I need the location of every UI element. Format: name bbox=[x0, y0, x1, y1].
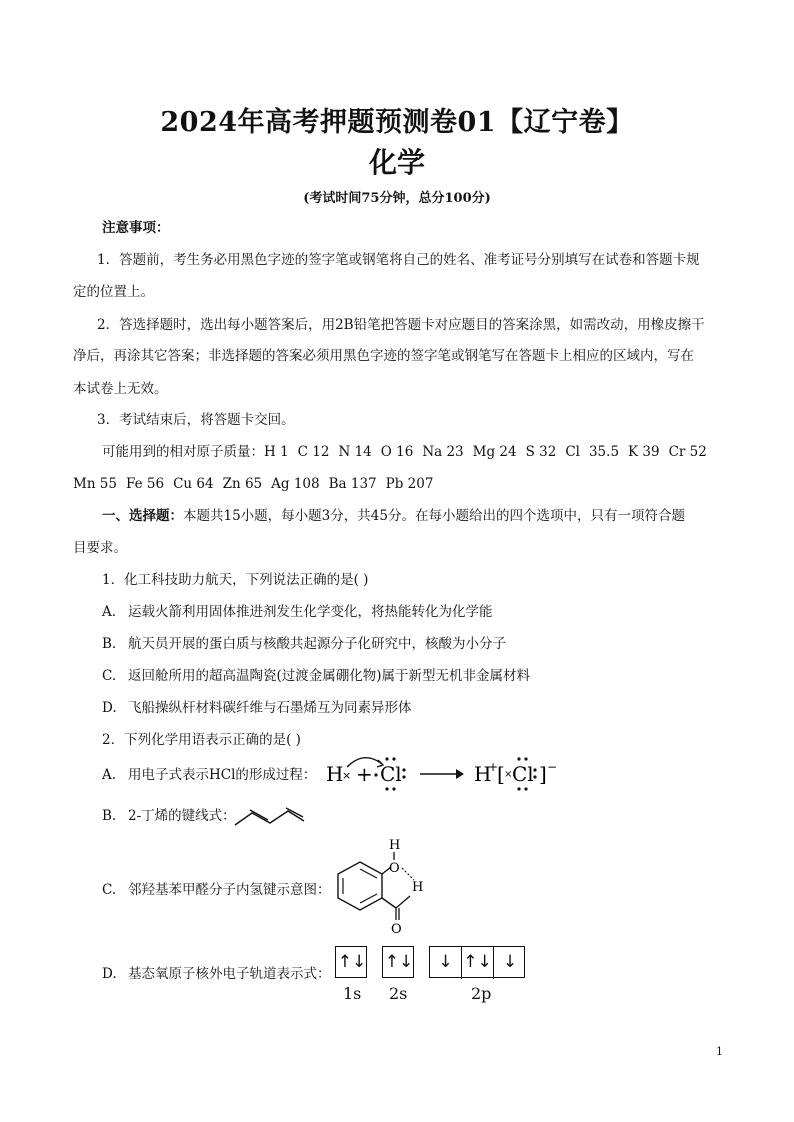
electron-cross-ion: × bbox=[504, 769, 513, 780]
orbital-box-2s bbox=[382, 946, 414, 978]
cl-ion: Cl bbox=[512, 762, 534, 786]
orbital-2p-electrons: ↓ bbox=[430, 947, 462, 979]
salicylaldehyde-hbond-diagram bbox=[326, 834, 438, 938]
option-label: C. bbox=[102, 882, 117, 898]
question-1-option-c bbox=[102, 668, 530, 684]
atomic-mass-item: K 39 bbox=[628, 444, 660, 460]
orbital-2s-electrons: ↑↓ bbox=[384, 952, 414, 972]
exam-info: (考试时间75分钟，总分100分) bbox=[303, 191, 491, 206]
atom-o-carbonyl: O bbox=[391, 922, 402, 937]
atom-h: H bbox=[326, 762, 344, 786]
question-1-option-a bbox=[102, 604, 493, 620]
option-text: 返回舱所用的超高温陶瓷(过渡金属硼化物)属于新型无机非金属材料 bbox=[128, 668, 531, 684]
atomic-mass-label: 可能用到的相对原子质量： bbox=[102, 444, 264, 460]
oxygen-orbital-diagram bbox=[335, 946, 535, 1006]
orbital-box-2p bbox=[429, 946, 525, 978]
note-line-5: 本试卷上无效。 bbox=[73, 381, 168, 397]
plus-charge: + bbox=[488, 760, 499, 774]
option-text: 基态氧原子核外电子轨道表示式： bbox=[128, 966, 331, 982]
atom-h-aldehyde: H bbox=[412, 880, 424, 895]
atomic-mass-item: Cl bbox=[565, 444, 580, 460]
svg-text:]: ] bbox=[539, 762, 547, 786]
atom-o-hydroxyl: O bbox=[389, 861, 400, 876]
orbital-label-2s: 2s bbox=[389, 984, 408, 1003]
atomic-mass-item: Na 23 bbox=[422, 444, 464, 460]
option-label: B. bbox=[102, 636, 117, 652]
question-1-stem: 1．化工科技助力航天，下列说法正确的是( ) bbox=[102, 572, 369, 588]
option-label: B. bbox=[102, 808, 117, 824]
minus-charge: − bbox=[547, 760, 558, 774]
section-intro-line-2: 目要求。 bbox=[73, 540, 127, 556]
notes-heading: 注意事项： bbox=[102, 220, 170, 236]
option-text: 用电子式表示HCl的形成过程： bbox=[128, 767, 317, 783]
hydrogen-bond bbox=[402, 868, 414, 880]
note-line-3: 2．答选择题时，选出每小题答案后，用2B铅笔把答题卡对应题目的答案涂黑，如需改动，用橡皮擦干 bbox=[97, 317, 705, 333]
option-text: 邻羟基苯甲醛分子内氢键示意图： bbox=[128, 882, 331, 898]
note-line-4: 净后，再涂其它答案；非选择题的答案必须用黑色字迹的签字笔或钢笔写在答题卡上相应的区域内，写在 bbox=[73, 348, 694, 364]
option-text: 航天员开展的蛋白质与核酸共起源分子化研究中，核酸为小分子 bbox=[128, 636, 506, 652]
hcl-formation-diagram bbox=[322, 750, 562, 794]
page-number: 1 bbox=[716, 1045, 723, 1058]
orbital-2p-electrons: ↑↓ bbox=[462, 947, 494, 979]
question-2-option-a bbox=[102, 767, 316, 783]
note-line-6: 3．考试结束后，将答题卡交回。 bbox=[97, 412, 295, 428]
orbital-label-1s: 1s bbox=[343, 984, 362, 1003]
section-heading: 一、选择题： bbox=[102, 508, 183, 524]
orbital-box-1s bbox=[335, 946, 367, 978]
atom-h-hydroxyl: H bbox=[389, 838, 401, 853]
atomic-mass-item: C 12 bbox=[297, 444, 330, 460]
atomic-mass-item: N 14 bbox=[338, 444, 372, 460]
section-intro bbox=[102, 508, 685, 524]
atomic-mass-item: Cu 64 bbox=[173, 476, 214, 492]
option-text: 运载火箭利用固体推进剂发生化学变化，将热能转化为化学能 bbox=[128, 604, 493, 620]
electron-cross: × bbox=[342, 769, 352, 782]
atomic-mass-item: S 32 bbox=[525, 444, 557, 460]
note-line-2: 定的位置上。 bbox=[73, 284, 154, 300]
2-butene-skeletal-formula bbox=[232, 801, 308, 829]
plus-sign: + bbox=[356, 762, 373, 786]
exam-title: 2024年高考押题预测卷01【辽宁卷】 bbox=[160, 107, 634, 138]
option-label: D. bbox=[102, 966, 117, 982]
atomic-mass-item: Cr 52 bbox=[668, 444, 707, 460]
atomic-mass-item: Mg 24 bbox=[472, 444, 517, 460]
electron-dot bbox=[374, 773, 377, 776]
note-line-1: 1．答题前，考生务必用黑色字迹的签字笔或钢笔将自己的姓名、准考证号分别填写在试卷和答题卡规 bbox=[97, 252, 700, 268]
orbital-2p-electrons: ↓ bbox=[502, 952, 518, 972]
option-text: 飞船操纵杆材料碳纤维与石墨烯互为同素异形体 bbox=[128, 700, 412, 716]
section-intro-text: 本题共15小题，每小题3分，共45分。在每小题给出的四个选项中，只有一项符合题 bbox=[183, 508, 685, 524]
question-2-option-c bbox=[102, 882, 331, 898]
atomic-mass-item: Ag 108 bbox=[271, 476, 320, 492]
atomic-mass-item: O 16 bbox=[380, 444, 414, 460]
option-label: D. bbox=[102, 700, 117, 716]
atom-cl: Cl bbox=[380, 762, 402, 786]
atomic-mass-item: Zn 65 bbox=[222, 476, 263, 492]
atomic-mass-item: Mn 55 bbox=[73, 476, 117, 492]
atomic-mass-item: Ba 137 bbox=[328, 476, 377, 492]
atomic-mass-item: 35.5 bbox=[588, 444, 620, 460]
option-label: A. bbox=[102, 604, 117, 620]
atomic-mass-item: H 1 bbox=[264, 444, 289, 460]
orbital-1s-electrons: ↑↓ bbox=[337, 952, 367, 972]
h-ion: H bbox=[474, 762, 492, 786]
option-label: C. bbox=[102, 668, 117, 684]
question-2-option-b bbox=[102, 808, 236, 824]
question-1-option-d bbox=[102, 700, 412, 716]
option-text: 2-丁烯的键线式： bbox=[128, 808, 236, 824]
option-label: A. bbox=[102, 767, 117, 783]
subject-title: 化学 bbox=[368, 146, 425, 179]
orbital-label-2p: 2p bbox=[471, 984, 492, 1003]
atomic-mass-item: Fe 56 bbox=[126, 476, 165, 492]
svg-text:[: [ bbox=[497, 762, 505, 786]
atomic-mass-item: Pb 207 bbox=[385, 476, 434, 492]
question-2-stem: 2．下列化学用语表示正确的是( ) bbox=[102, 732, 301, 748]
atomic-mass-line-2 bbox=[73, 476, 442, 492]
question-2-option-d bbox=[102, 966, 331, 982]
atomic-mass-line-1 bbox=[102, 444, 716, 460]
question-1-option-b bbox=[102, 636, 506, 652]
